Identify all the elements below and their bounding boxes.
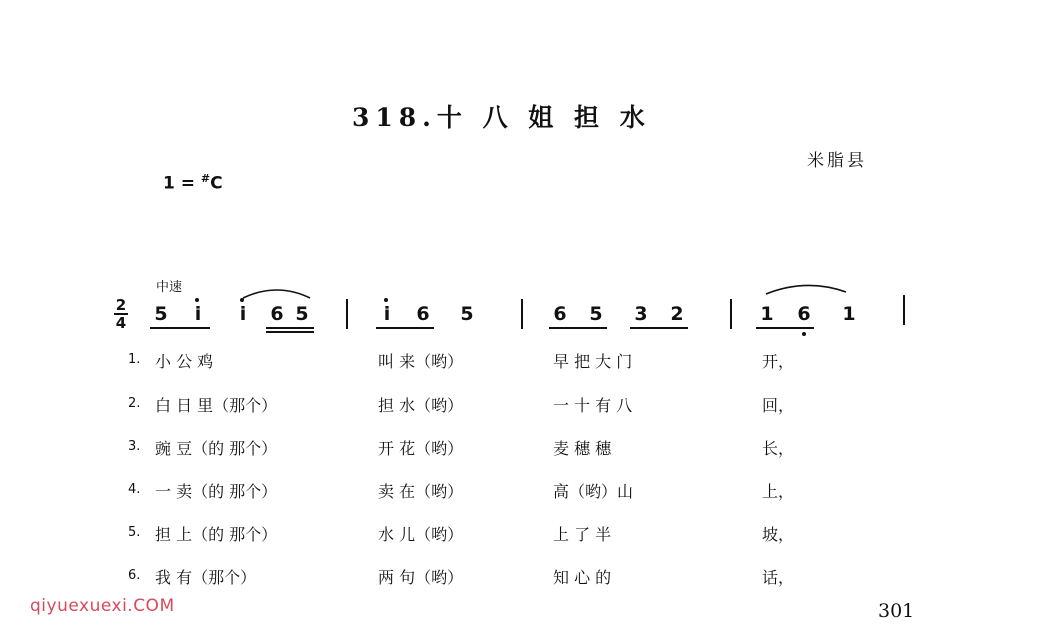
- note: 6: [553, 303, 567, 325]
- verse-number: 5.: [128, 525, 141, 540]
- lyric-segment: 知 心 的: [553, 568, 612, 587]
- page-number: 301: [878, 600, 915, 622]
- note: i: [383, 303, 391, 325]
- note: 1: [842, 303, 856, 325]
- note: 6: [416, 303, 430, 325]
- watermark: qiyuexuexi.COM: [30, 596, 175, 616]
- lyric-segment: 叫 来（哟）: [378, 352, 464, 371]
- lyric-segment: 白 日 里（那个）: [155, 396, 278, 415]
- note: 5: [460, 303, 474, 325]
- note: 1: [760, 303, 774, 325]
- region-label: 米脂县: [807, 151, 867, 171]
- lyric-segment: 早 把 大 门: [553, 352, 633, 371]
- lyric-segment: 一 卖（的 那个）: [155, 482, 278, 501]
- verse-number: 4.: [128, 482, 141, 497]
- lyric-segment: 开，: [762, 352, 795, 371]
- time-signature-bottom: 4: [115, 314, 127, 332]
- key-note: C: [210, 173, 223, 194]
- verse-number: 3.: [128, 439, 141, 454]
- lyric-segment: 一 十 有 八: [553, 396, 633, 415]
- lyric-segment: 坡，: [762, 525, 795, 544]
- note: i: [194, 303, 202, 325]
- slur-arc: [243, 290, 310, 298]
- note: 3: [634, 303, 648, 325]
- lyric-segment: 两 句（哟）: [378, 568, 464, 587]
- note: 6: [270, 303, 284, 325]
- song-title: 318.十 八 姐 担 水: [352, 103, 651, 132]
- note: 5: [589, 303, 603, 325]
- note: 2: [670, 303, 684, 325]
- lyric-segment: 小 公 鸡: [155, 352, 214, 371]
- lyric-segment: 我 有（那个）: [155, 568, 257, 587]
- note: 6: [797, 303, 811, 325]
- key-sharp: #: [200, 172, 211, 185]
- verse-number: 1.: [128, 352, 141, 367]
- note: i: [239, 303, 247, 325]
- lyric-segment: 水 儿（哟）: [378, 525, 464, 544]
- lyric-segment: 上，: [762, 482, 795, 501]
- note: 5: [295, 303, 309, 325]
- time-signature-top: 2: [115, 296, 127, 314]
- lyric-segment: 担 水（哟）: [378, 396, 464, 415]
- key-prefix: 1 =: [163, 173, 201, 194]
- verse-number: 2.: [128, 396, 141, 411]
- note: 5: [154, 303, 168, 325]
- lyric-segment: 话，: [762, 568, 795, 587]
- lyric-segment: 麦 穗 穗: [553, 439, 612, 458]
- lyric-segment: 上 了 半: [553, 525, 612, 544]
- lyric-segment: 开 花（哟）: [378, 439, 464, 458]
- lyric-segment: 卖 在（哟）: [378, 482, 464, 501]
- tempo-marking: 中速: [156, 280, 183, 295]
- lyric-segment: 担 上（的 那个）: [155, 525, 278, 544]
- lyric-segment: 长，: [762, 439, 795, 458]
- slur-arc: [766, 285, 846, 294]
- verse-number: 6.: [128, 568, 141, 583]
- lyric-segment: 高（哟）山: [553, 482, 634, 501]
- lyric-segment: 回，: [762, 396, 795, 415]
- lyric-segment: 豌 豆（的 那个）: [155, 439, 278, 458]
